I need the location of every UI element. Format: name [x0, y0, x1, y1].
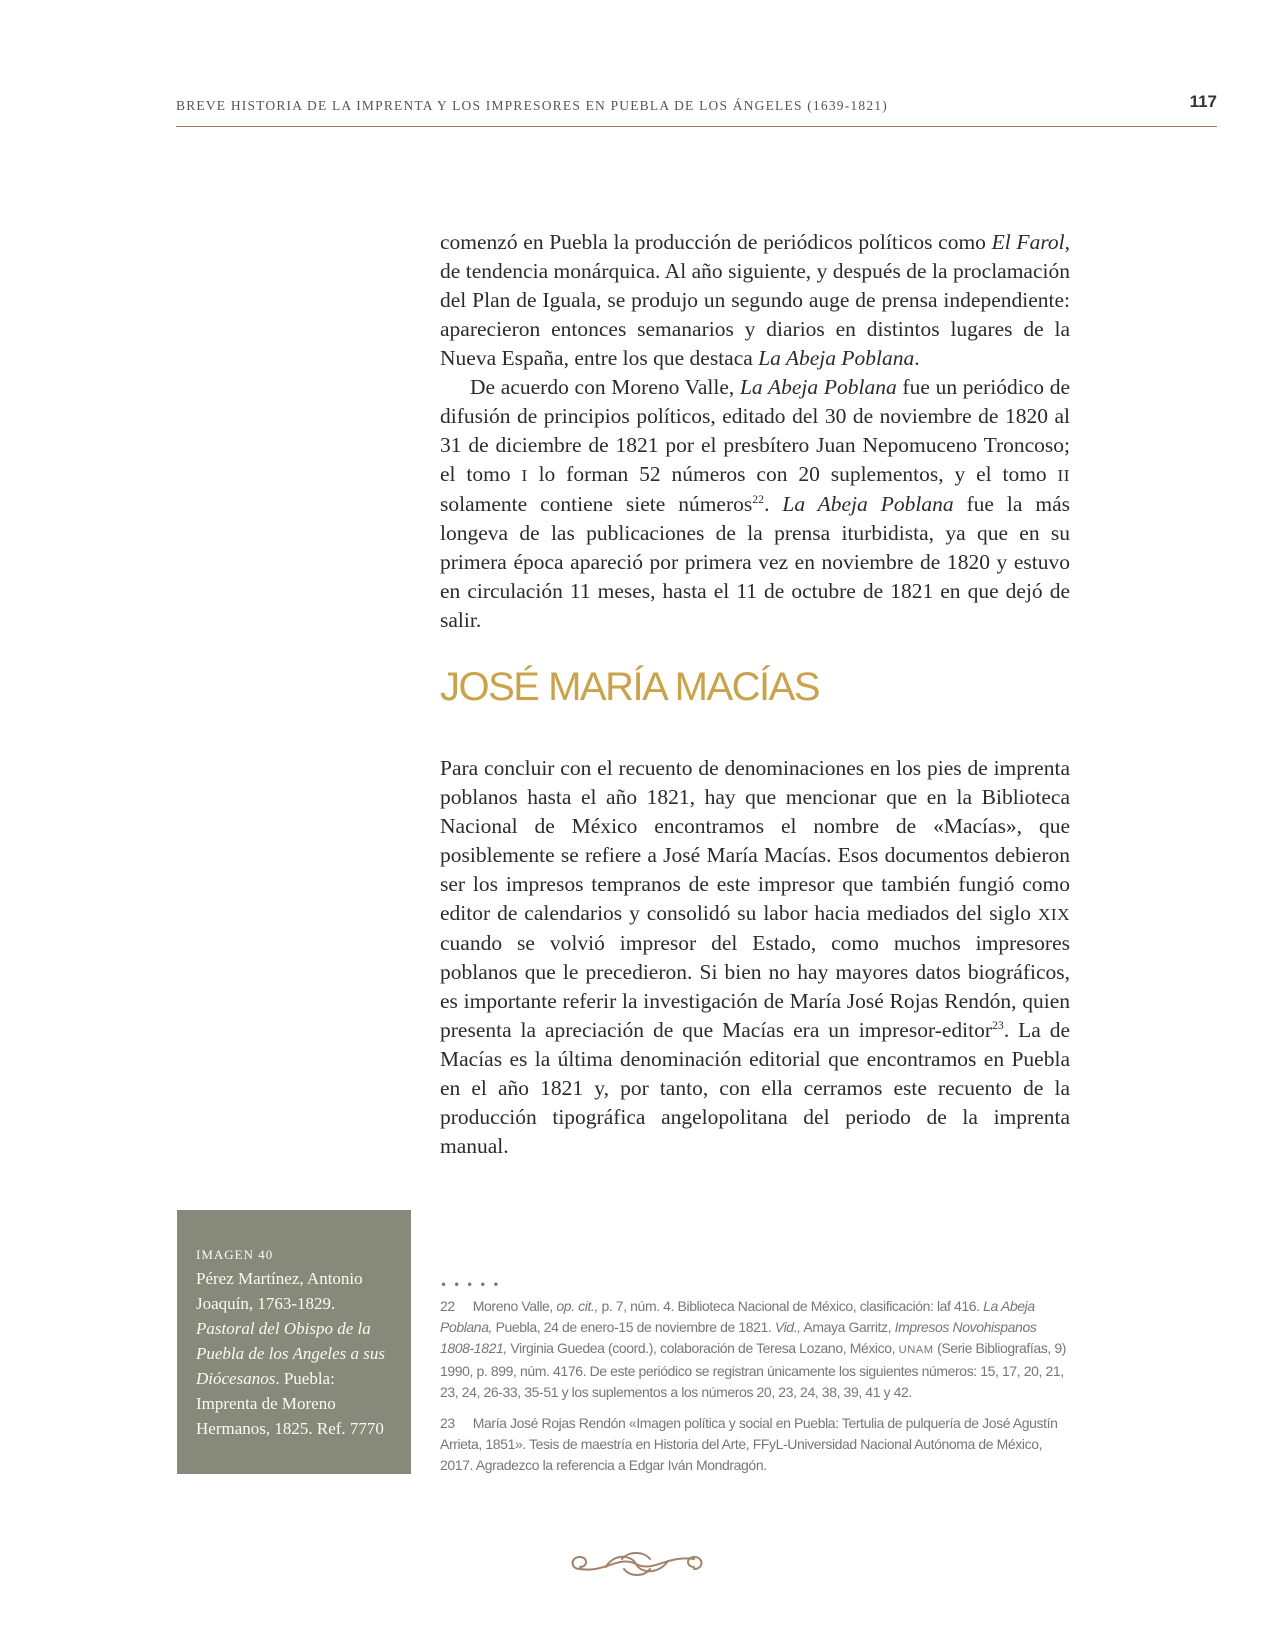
section-heading: JOSÉ MARÍA MACÍAS	[440, 665, 820, 709]
footnote-23: 23 María José Rojas Rendón «Imagen política y social en Puebla: Tertulia de pulquería de José Agustín Arrieta, 1851». Tesis de maestría en Historia del Arte, FFyL-Universidad Nacional Autónoma de México, 2017. Agradezco la referencia a Edgar Iván Mondragón.	[440, 1415, 1058, 1473]
paragraph-1: comenzó en Puebla la producción de periódicos políticos como El Farol, de tendencia monárquica. Al año siguiente, y después de la proclamación del Plan de Iguala, se produjo un segundo auge de prensa independiente: aparecieron entonces semanarios y diarios en distintos lugares de la Nueva España, entre los que destaca La Abeja Poblana.	[440, 230, 1070, 370]
header-rule	[176, 126, 1217, 127]
running-header: BREVE HISTORIA DE LA IMPRENTA Y LOS IMPRESORES EN PUEBLA DE LOS ÁNGELES (1639-1821)	[176, 98, 888, 113]
footnote-ref-22[interactable]: 22	[752, 491, 765, 506]
footnote-ref-23[interactable]: 23	[992, 1017, 1004, 1032]
caption-label: IMAGEN 40	[196, 1247, 274, 1262]
paragraph-2: De acuerdo con Moreno Valle, La Abeja Poblana fue un periódico de difusión de principios políticos, editado del 30 de noviembre de 1820 al 31 de diciembre de 1821 por el presbítero Juan Nepomuceno Troncoso; el tomo I lo forman 52 números con 20 suplementos, y el tomo II solamente contiene siete números$^{22}$. La Abeja Poblana fue la más longeva de las publicaciones de la prensa iturbidista, ya que en su primera época apareció por primera vez en noviembre de 1820 y estuvo en circulación 11 meses, hasta el 11 de octubre de 1821 en que dejó de salir.	[440, 375, 1071, 632]
paragraph-3: Para concluir con el recuento de denominaciones en los pies de imprenta poblanos hasta el año 1821, hay que mencionar que en la Biblioteca Nacional de México encontramos el nombre de «Macías», que posiblemente se refiere a José María Macías. Esos documentos debieron ser los impresos tempranos de este impresor que también fungió como editor de calendarios y consolidó su labor hacia mediados del siglo XIX cuando se volvió impresor del Estado, como muchos impresores poblanos que le precedieron. Si bien no hay mayores datos biográficos, es importante referir la investigación de María José Rojas Rendón, quien presenta la apreciación de que Macías era un impresor-editor$^{23}$. La de Macías es la última denominación editorial que encontramos en Puebla en el año 1821 y, por tanto, con ella cerramos este recuento de la producción tipográfica angelopolitana del periodo de la imprenta manual.	[440, 756, 1071, 1158]
decorative-flourish-icon	[566, 1547, 708, 1581]
caption-text: Pérez Martínez, Antonio Joaquín, 1763-1829. Pastoral del Obispo de la Puebla de los Angeles a sus Diócesanos. Puebla: Imprenta de Moreno Hermanos, 1825. Ref. 7770	[196, 1269, 386, 1438]
body-text-top	[440, 228, 1070, 635]
footnote-separator: •••••	[440, 1278, 506, 1292]
footnote-22: 22 Moreno Valle, op. cit., p. 7, núm. 4. Biblioteca Nacional de México, clasificación: laf 416. La Abeja Poblana, Puebla, 24 de enero-15 de noviembre de 1821. Vid., Amaya Garritz, Impresos Novohispanos 1808-1821, Virginia Guedea (coord.), colaboración de Teresa Lozano, México, UNAM (Serie Bibliografías, 9) 1990, p. 899, núm. 4176. De este periódico se registran únicamente los siguientes números: 15, 17, 20, 21, 23, 24, 26-33, 35-51 y los suplementos a los números 20, 23, 24, 38, 39, 41 y 42.	[440, 1298, 1066, 1400]
page-number: 117	[1189, 92, 1217, 111]
footnotes	[440, 1296, 1070, 1486]
image-caption	[177, 1210, 411, 1474]
body-text-bottom	[440, 754, 1070, 1161]
